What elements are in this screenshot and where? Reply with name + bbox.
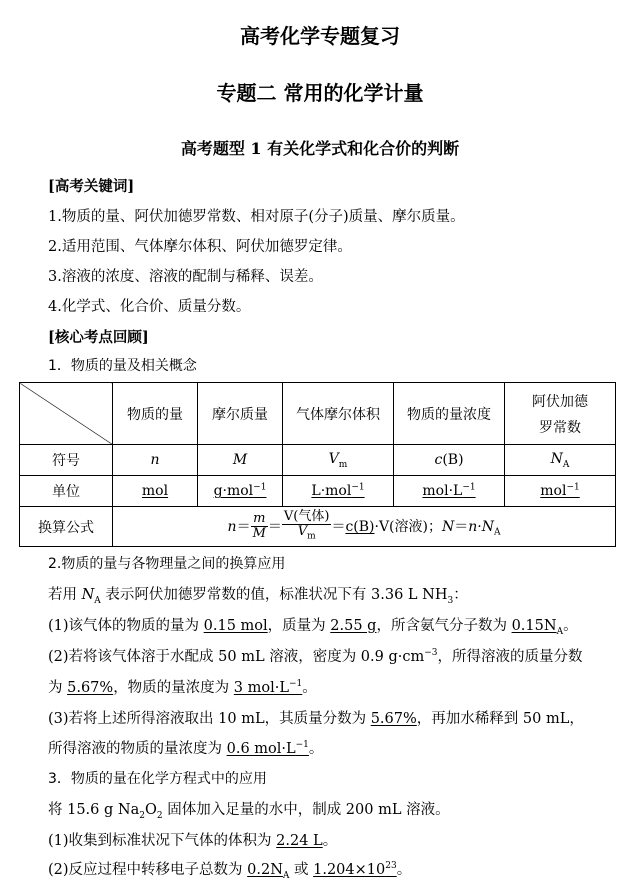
keyword-item: 3.溶液的浓度、溶液的配制与稀释、误差。 bbox=[48, 269, 323, 285]
section2-question-2-cont: 为 5.67%，物质的量浓度为 3 $mol\cdot L^{-1}$。 bbox=[48, 679, 317, 696]
row-label-symbol: 符号 bbox=[20, 445, 113, 476]
keywords-header: [高考关键词] bbox=[48, 178, 135, 195]
section3-intro: 将 15.6 g $Na_2O_2$ 固体加入足量的水中，制成 200 mL 溶液。 bbox=[48, 802, 450, 821]
section3-question-1: (1)收集到标准状况下气体的体积为 2.24 L。 bbox=[48, 833, 338, 849]
table-header: 摩尔质量 bbox=[198, 383, 283, 445]
table-corner-cell bbox=[20, 383, 113, 445]
review-header: [核心考点回顾] bbox=[48, 329, 149, 346]
main-title: 高考化学专题复习 bbox=[240, 24, 400, 48]
section2-question-3: (3)若将上述所得溶液取出 10 mL，其质量分数为 5.67%，再加水稀释到 50 mL， bbox=[48, 711, 584, 727]
section2-intro: 若用 $N_A$ 表示阿伏加德罗常数的值，标准状况下有 3.36 L $NH_3$： bbox=[48, 587, 468, 606]
section3-header: 3．物质的量在化学方程式中的应用 bbox=[48, 771, 267, 787]
table-header: 物质的量 bbox=[113, 383, 198, 445]
section3-question-2: (2)反应过程中转移电子总数为 $0.2N_A$ 或 $1.204\times 10^{23}$。 bbox=[48, 861, 412, 881]
unit-cell: g·mol$^{-1}$ bbox=[198, 476, 283, 507]
row-label-formula: 换算公式 bbox=[20, 507, 113, 547]
concepts-table bbox=[19, 382, 616, 547]
table-header: 阿伏加德 罗常数 bbox=[505, 383, 616, 445]
conversion-formula: n＝ $\frac{m}{M}$ ＝ $\frac{\text{V(气体)}}{V_m}$ ＝c(B)·V(溶液)；$N=n\cdot N_A$ bbox=[113, 507, 616, 547]
table-header: 物质的量浓度 bbox=[394, 383, 505, 445]
topic-title: 专题二 常用的化学计量 bbox=[216, 81, 424, 105]
unit-cell: $mol\cdot L^{-1}$ bbox=[394, 476, 505, 507]
table-header: 气体摩尔体积 bbox=[283, 383, 394, 445]
symbol-cell: $N_A$ bbox=[505, 445, 616, 476]
unit-cell: mol bbox=[113, 476, 198, 507]
row-label-unit: 单位 bbox=[20, 476, 113, 507]
section2-question-1: (1)该气体的物质的量为 0.15 mol，质量为 2.55 g，所含氨气分子数为 $0.15N_A$。 bbox=[48, 618, 578, 637]
symbol-cell: n bbox=[113, 445, 198, 476]
section2-question-2: (2)若将该气体溶于水配成 50 mL 溶液，密度为 0.9 $g\cdot cm^{-3}$，所得溶液的质量分数 bbox=[48, 648, 583, 665]
question-type-title: 高考题型 1 有关化学式和化合价的判断 bbox=[180, 139, 460, 158]
keyword-item: 2.适用范围、气体摩尔体积、阿伏加德罗定律。 bbox=[48, 239, 352, 255]
section2-question-3-cont: 所得溶液的物质的量浓度为 0.6 $mol\cdot L^{-1}$。 bbox=[48, 740, 324, 757]
section2-header: 2.物质的量与各物理量之间的换算应用 bbox=[48, 556, 286, 572]
section1-header: 1．物质的量及相关概念 bbox=[48, 358, 197, 374]
keyword-item: 4.化学式、化合价、质量分数。 bbox=[48, 299, 251, 315]
symbol-cell: M bbox=[198, 445, 283, 476]
symbol-cell: c(B) bbox=[394, 445, 505, 476]
unit-cell: mol$^{-1}$ bbox=[505, 476, 616, 507]
symbol-cell: $V_m$ bbox=[283, 445, 394, 476]
keyword-item: 1.物质的量、阿伏加德罗常数、相对原子(分子)质量、摩尔质量。 bbox=[48, 209, 465, 225]
unit-cell: L·mol$^{-1}$ bbox=[283, 476, 394, 507]
